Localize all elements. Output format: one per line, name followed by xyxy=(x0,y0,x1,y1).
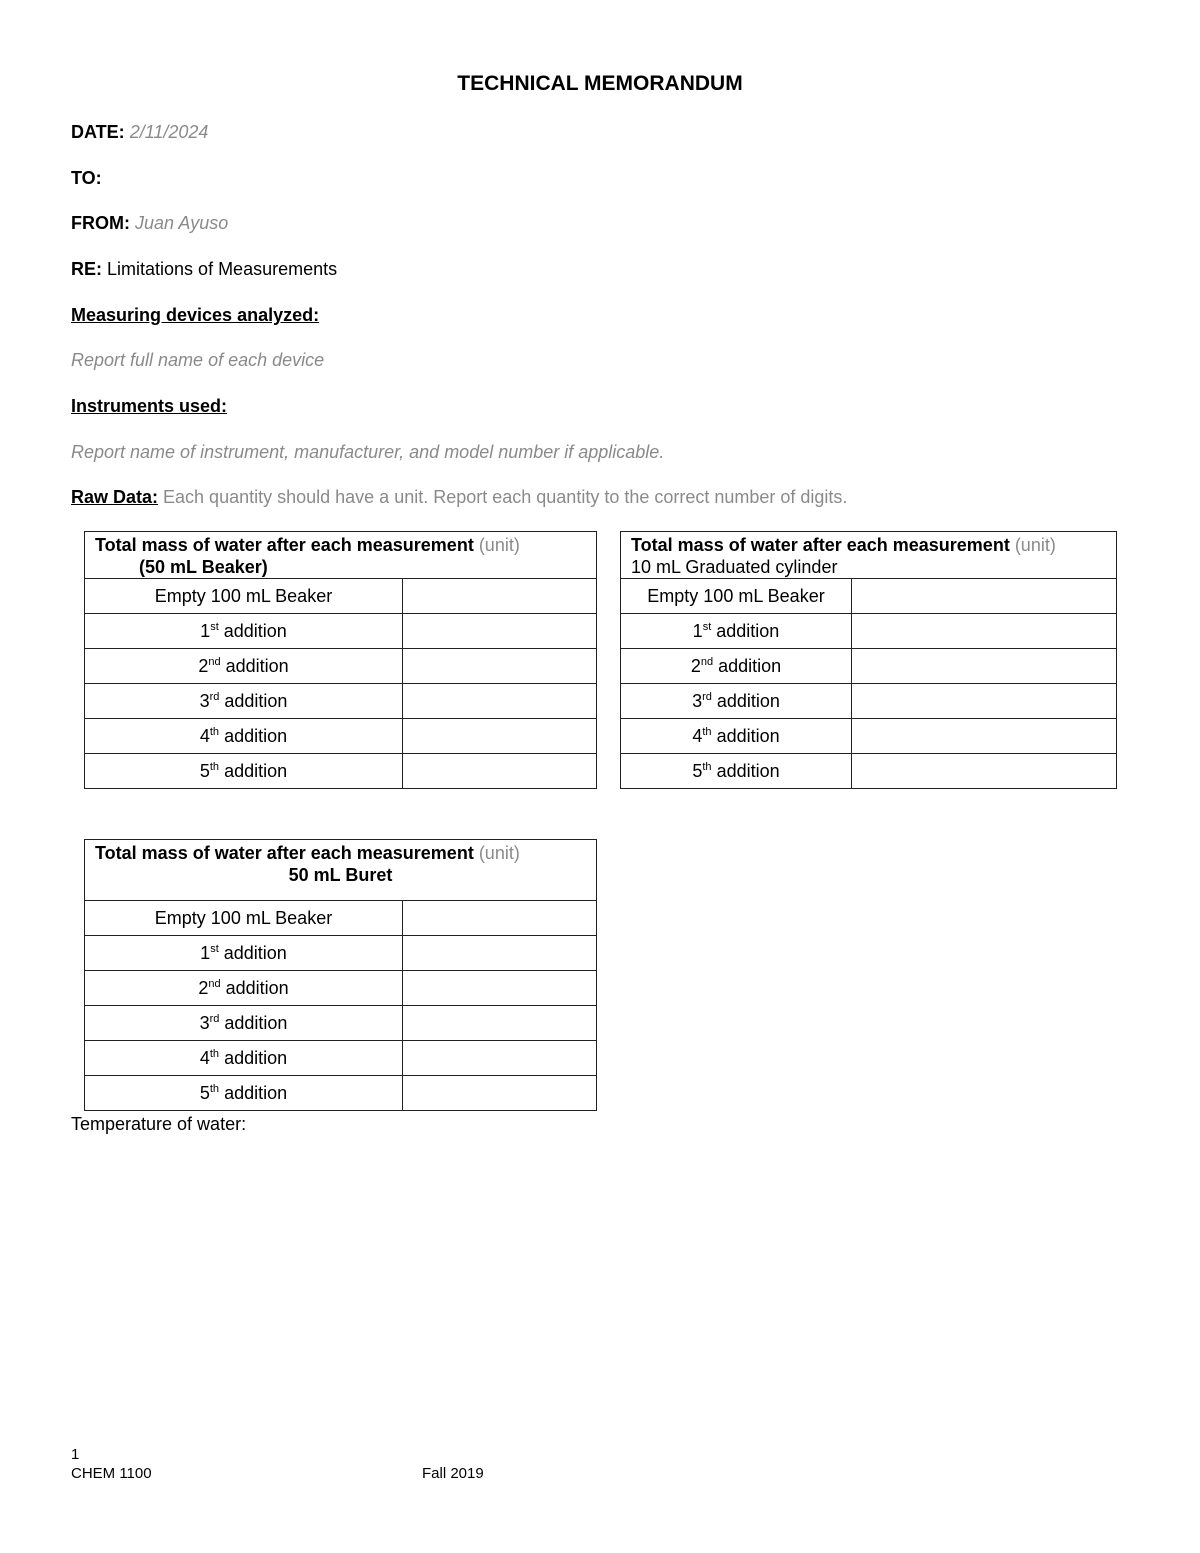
value-cell[interactable] xyxy=(403,754,597,789)
row-label-text: addition xyxy=(220,977,289,998)
to-label: TO: xyxy=(71,168,102,188)
raw-data-label: Raw Data: xyxy=(71,487,159,507)
row-label xyxy=(85,971,403,1006)
memo-title: TECHNICAL MEMORANDUM xyxy=(457,72,743,95)
value-cell[interactable] xyxy=(852,579,1117,614)
table-row xyxy=(85,614,597,649)
table-header xyxy=(85,840,597,901)
value-cell[interactable] xyxy=(403,936,597,971)
beaker-data-table xyxy=(84,531,597,789)
re-label: RE: xyxy=(71,259,102,279)
ordinal-number: 2 xyxy=(198,977,209,998)
row-label xyxy=(621,579,852,614)
ordinal-number: 4 xyxy=(199,1047,210,1068)
raw-data-line xyxy=(71,487,847,508)
table-row xyxy=(85,579,597,614)
ordinal-suffix: rd xyxy=(702,690,712,703)
value-cell[interactable] xyxy=(403,901,597,936)
value-cell[interactable] xyxy=(852,684,1117,719)
row-label-text: addition xyxy=(711,620,780,641)
row-label xyxy=(85,1041,403,1076)
value-cell[interactable] xyxy=(403,971,597,1006)
table-row xyxy=(85,649,597,684)
ordinal-number: 5 xyxy=(199,1082,210,1103)
table-device: 50 mL Buret xyxy=(288,865,393,885)
row-label xyxy=(621,614,852,649)
from-label: FROM: xyxy=(71,213,130,233)
row-label xyxy=(85,579,403,614)
ordinal-number: 5 xyxy=(199,760,210,781)
row-label-text: Empty 100 mL Beaker xyxy=(154,585,333,606)
date-line xyxy=(71,122,208,143)
from-line xyxy=(71,213,228,234)
ordinal-suffix: rd xyxy=(209,1012,220,1025)
row-label xyxy=(85,1076,403,1111)
row-label-text: Empty 100 mL Beaker xyxy=(647,585,825,606)
ordinal-number: 1 xyxy=(200,942,211,963)
row-label xyxy=(621,754,852,789)
table-header-row xyxy=(621,532,1117,579)
ordinal-suffix: st xyxy=(702,620,712,633)
ordinal-number: 4 xyxy=(199,725,210,746)
table-row xyxy=(621,614,1117,649)
raw-data-note: Each quantity should have a unit. Report each quantity to the correct number of digits. xyxy=(158,487,848,507)
from-value[interactable]: Juan Ayuso xyxy=(135,213,229,233)
ordinal-number: 3 xyxy=(199,1012,210,1033)
table-row xyxy=(621,579,1117,614)
row-label-text: addition xyxy=(218,620,287,641)
ordinal-number: 1 xyxy=(692,620,703,641)
date-value[interactable]: 2/11/2024 xyxy=(129,122,209,142)
row-label-text: addition xyxy=(219,1012,288,1033)
buret-data-table xyxy=(84,839,597,1111)
table-header xyxy=(621,532,1117,579)
table-heading: Total mass of water after each measurement xyxy=(95,843,474,863)
ordinal-suffix: st xyxy=(210,620,219,633)
row-label-text: addition xyxy=(219,1082,288,1103)
ordinal-number: 5 xyxy=(692,760,703,781)
ordinal-suffix: th xyxy=(209,1047,220,1060)
re-value[interactable]: Limitations of Measurements xyxy=(107,259,338,279)
date-label: DATE: xyxy=(71,122,125,142)
table-row xyxy=(85,754,597,789)
table-header-row xyxy=(85,840,597,901)
ordinal-suffix: th xyxy=(702,760,712,773)
footer-term: Fall 2019 xyxy=(422,1465,484,1482)
row-label-text: addition xyxy=(220,655,289,676)
table-row xyxy=(621,754,1117,789)
value-cell[interactable] xyxy=(403,1041,597,1076)
ordinal-suffix: nd xyxy=(208,655,221,668)
devices-heading: Measuring devices analyzed: xyxy=(71,305,320,325)
row-label-text: addition xyxy=(711,725,780,746)
ordinal-number: 3 xyxy=(692,690,703,711)
table-row xyxy=(85,719,597,754)
table-row xyxy=(621,719,1117,754)
instruments-heading: Instruments used: xyxy=(71,396,228,416)
to-line xyxy=(71,168,102,189)
row-label-text: addition xyxy=(219,690,288,711)
re-line xyxy=(71,259,337,280)
value-cell[interactable] xyxy=(852,754,1117,789)
table-heading: Total mass of water after each measurement xyxy=(631,535,1010,555)
ordinal-suffix: th xyxy=(209,1082,220,1095)
instruments-placeholder[interactable]: Report name of instrument, manufacturer, and model number if applicable. xyxy=(71,442,665,462)
table-unit: (unit) xyxy=(473,843,520,863)
row-label-text: addition xyxy=(219,725,288,746)
ordinal-suffix: nd xyxy=(208,977,221,990)
row-label-text: addition xyxy=(218,942,287,963)
row-label-text: addition xyxy=(711,690,780,711)
ordinal-number: 3 xyxy=(199,690,210,711)
table-row xyxy=(621,649,1117,684)
table-device: 10 mL Graduated cylinder xyxy=(631,557,838,577)
value-cell[interactable] xyxy=(403,579,597,614)
row-label-text: addition xyxy=(219,1047,288,1068)
table-unit: (unit) xyxy=(473,535,520,555)
ordinal-number: 2 xyxy=(198,655,209,676)
table-header-row xyxy=(85,532,597,579)
table-row xyxy=(85,971,597,1006)
row-label xyxy=(85,719,403,754)
table-row xyxy=(85,936,597,971)
row-label xyxy=(85,901,403,936)
row-label xyxy=(621,649,852,684)
ordinal-suffix: nd xyxy=(700,655,714,668)
value-cell[interactable] xyxy=(403,649,597,684)
ordinal-suffix: th xyxy=(702,725,712,738)
value-cell[interactable] xyxy=(852,719,1117,754)
row-label xyxy=(85,649,403,684)
table-device: (50 mL Beaker) xyxy=(139,557,268,577)
page-number: 1 xyxy=(71,1446,80,1463)
table-row xyxy=(85,901,597,936)
ordinal-suffix: th xyxy=(209,725,220,738)
cylinder-data-table xyxy=(620,531,1117,789)
table-row xyxy=(85,684,597,719)
row-label xyxy=(85,684,403,719)
row-label xyxy=(621,719,852,754)
footer-course: CHEM 1100 xyxy=(71,1465,152,1482)
value-cell[interactable] xyxy=(403,719,597,754)
value-cell[interactable] xyxy=(403,1006,597,1041)
temperature-label: Temperature of water: xyxy=(71,1114,247,1134)
value-cell[interactable] xyxy=(403,684,597,719)
ordinal-number: 2 xyxy=(690,655,701,676)
row-label xyxy=(621,684,852,719)
row-label xyxy=(85,936,403,971)
row-label-text: Empty 100 mL Beaker xyxy=(154,907,333,928)
value-cell[interactable] xyxy=(852,614,1117,649)
table-unit: (unit) xyxy=(1009,535,1056,555)
devices-placeholder[interactable]: Report full name of each device xyxy=(71,350,325,370)
row-label xyxy=(85,614,403,649)
row-label-text: addition xyxy=(711,760,780,781)
ordinal-suffix: th xyxy=(209,760,220,773)
ordinal-number: 1 xyxy=(200,620,211,641)
ordinal-suffix: rd xyxy=(209,690,220,703)
table-heading: Total mass of water after each measurement xyxy=(95,535,474,555)
row-label-text: addition xyxy=(713,655,782,676)
row-label-text: addition xyxy=(219,760,288,781)
value-cell[interactable] xyxy=(403,614,597,649)
row-label xyxy=(85,1006,403,1041)
table-row xyxy=(85,1076,597,1111)
value-cell[interactable] xyxy=(852,649,1117,684)
table-row xyxy=(85,1041,597,1076)
row-label xyxy=(85,754,403,789)
ordinal-number: 4 xyxy=(692,725,703,746)
ordinal-suffix: st xyxy=(210,942,219,955)
value-cell[interactable] xyxy=(403,1076,597,1111)
table-header xyxy=(85,532,597,579)
table-row xyxy=(621,684,1117,719)
table-row xyxy=(85,1006,597,1041)
